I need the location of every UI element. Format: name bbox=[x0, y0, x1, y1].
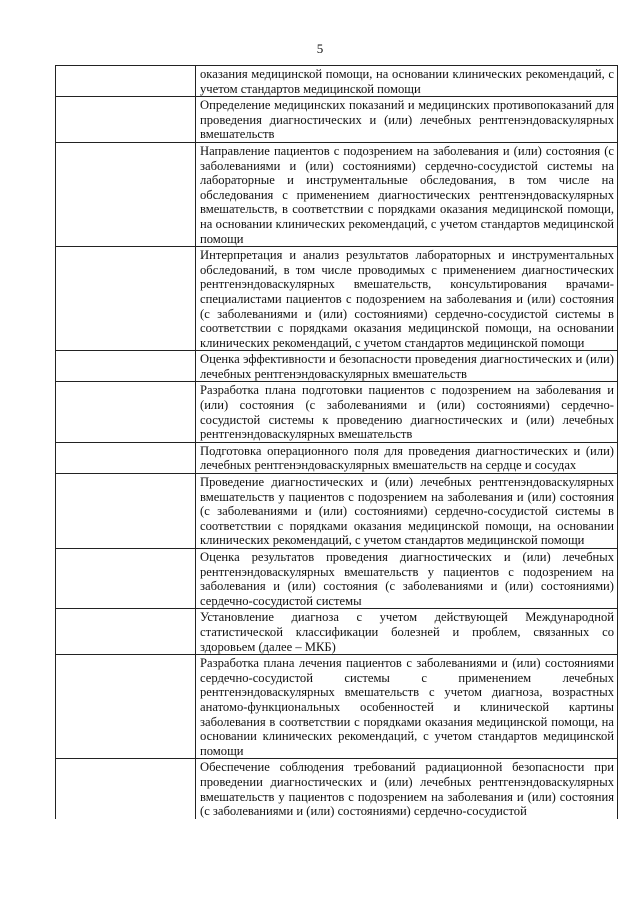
left-cell bbox=[56, 474, 196, 548]
left-cell bbox=[56, 382, 196, 441]
left-cell bbox=[56, 655, 196, 758]
left-cell bbox=[56, 97, 196, 142]
left-cell bbox=[56, 443, 196, 473]
table-row bbox=[56, 549, 617, 609]
left-cell bbox=[56, 351, 196, 381]
left-cell bbox=[56, 549, 196, 608]
left-cell bbox=[56, 759, 196, 818]
table-row bbox=[56, 474, 617, 549]
table-row bbox=[56, 247, 617, 351]
table-cell: Проведение диагностических и (или) лечебных рентгенэндоваскулярных вмешательств у пациентов с подозрением на заболевания и (или) состояния (с заболеваниями и (или) состояниями) сердечно-сосудистой системы в соответствии с порядками оказания медицинской помощи, на основании клинических рекомендаций, с учетом стандартов медицинской помощи bbox=[200, 475, 614, 548]
left-cell bbox=[56, 247, 196, 350]
page-number: 5 bbox=[316, 41, 324, 56]
table-row bbox=[56, 351, 617, 382]
table-row bbox=[56, 609, 617, 655]
table-cell: Установление диагноза с учетом действующей Международной статистической классификации болезней и проблем, связанных со здоровьем (далее – МКБ) bbox=[200, 610, 614, 654]
table-row bbox=[56, 443, 617, 474]
table-row bbox=[56, 382, 617, 442]
table-cell: Обеспечение соблюдения требований радиационной безопасности при проведении диагностических и (или) лечебных рентгенэндоваскулярных вмешательств у пациентов с подозрением на заболевания и (или) состояния (с заболеваниями и (или) состояниями) сердечно-сосудистой bbox=[200, 760, 614, 819]
table-cell: Разработка плана подготовки пациентов с подозрением на заболевания и (или) состояния (с заболеваниями и (или) состояниями) сердечно-сосудистой системы к проведению диагностических и (или) лечебных рентгенэндоваскулярных вмешательств bbox=[200, 383, 614, 442]
table-cell: оказания медицинской помощи, на основании клинических рекомендаций, с учетом стандартов медицинской помощи bbox=[200, 67, 614, 96]
left-cell bbox=[56, 609, 196, 654]
table-row bbox=[56, 655, 617, 759]
table-cell: Оценка результатов проведения диагностических и (или) лечебных рентгенэндоваскулярных вмешательств у пациентов с подозрением на заболевания и (или) состояния (с заболеваниями и (или) состояниями) сердечно-сосудистой системы bbox=[200, 550, 614, 608]
table-cell: Разработка плана лечения пациентов с заболеваниями и (или) состояниями сердечно-сосудистой системы с применением лечебных рентгенэндоваскулярных вмешательств с учетом диагноза, возрастных анатомо-функциональных особенностей и клинической картины заболевания в соответствии с порядками оказания медицинской помощи, на основании клинических рекомендаций, с учетом стандартов медицинской помощи bbox=[200, 656, 614, 758]
table-cell: Направление пациентов с подозрением на заболевания и (или) состояния (с заболеваниями и (или) состояниями) сердечно-сосудистой системы на лабораторные и инструментальные обследования, в том числе на обследования с применением диагностических рентгенэндоваскулярных вмешательств, в соответствии с порядками оказания медицинской помощи, на основании клинических рекомендаций, с учетом стандартов медицинской помощи bbox=[200, 143, 614, 246]
table-cell: Оценка эффективности и безопасности проведения диагностических и (или) лечебных рентгенэндоваскулярных вмешательств bbox=[200, 352, 614, 381]
table-row bbox=[56, 66, 617, 97]
table-cell: Подготовка операционного поля для проведения диагностических и (или) лечебных рентгенэндоваскулярных вмешательств на сердце и сосудах bbox=[200, 443, 614, 473]
table-cell: Определение медицинских показаний и медицинских противопоказаний для проведения диагностических и (или) лечебных рентгенэндоваскулярных вмешательств bbox=[200, 98, 614, 142]
table-row bbox=[56, 759, 617, 818]
table-cell: Интерпретация и анализ результатов лабораторных и инструментальных обследований, в том числе проводимых с применением диагностических рентгенэндоваскулярных вмешательств, консультирования врачами-специалистами пациентов с подозрением на заболевания и (или) состояния (с заболеваниями и (или) состояниями) сердечно-сосудистой системы в соответствии с порядками оказания медицинской помощи, на основании клинических рекомендаций, с учетом стандартов медицинской помощи bbox=[200, 248, 614, 350]
left-cell bbox=[56, 66, 196, 96]
table-row bbox=[56, 97, 617, 143]
table-row bbox=[56, 143, 617, 247]
left-cell bbox=[56, 143, 196, 246]
functions-table bbox=[55, 65, 618, 819]
